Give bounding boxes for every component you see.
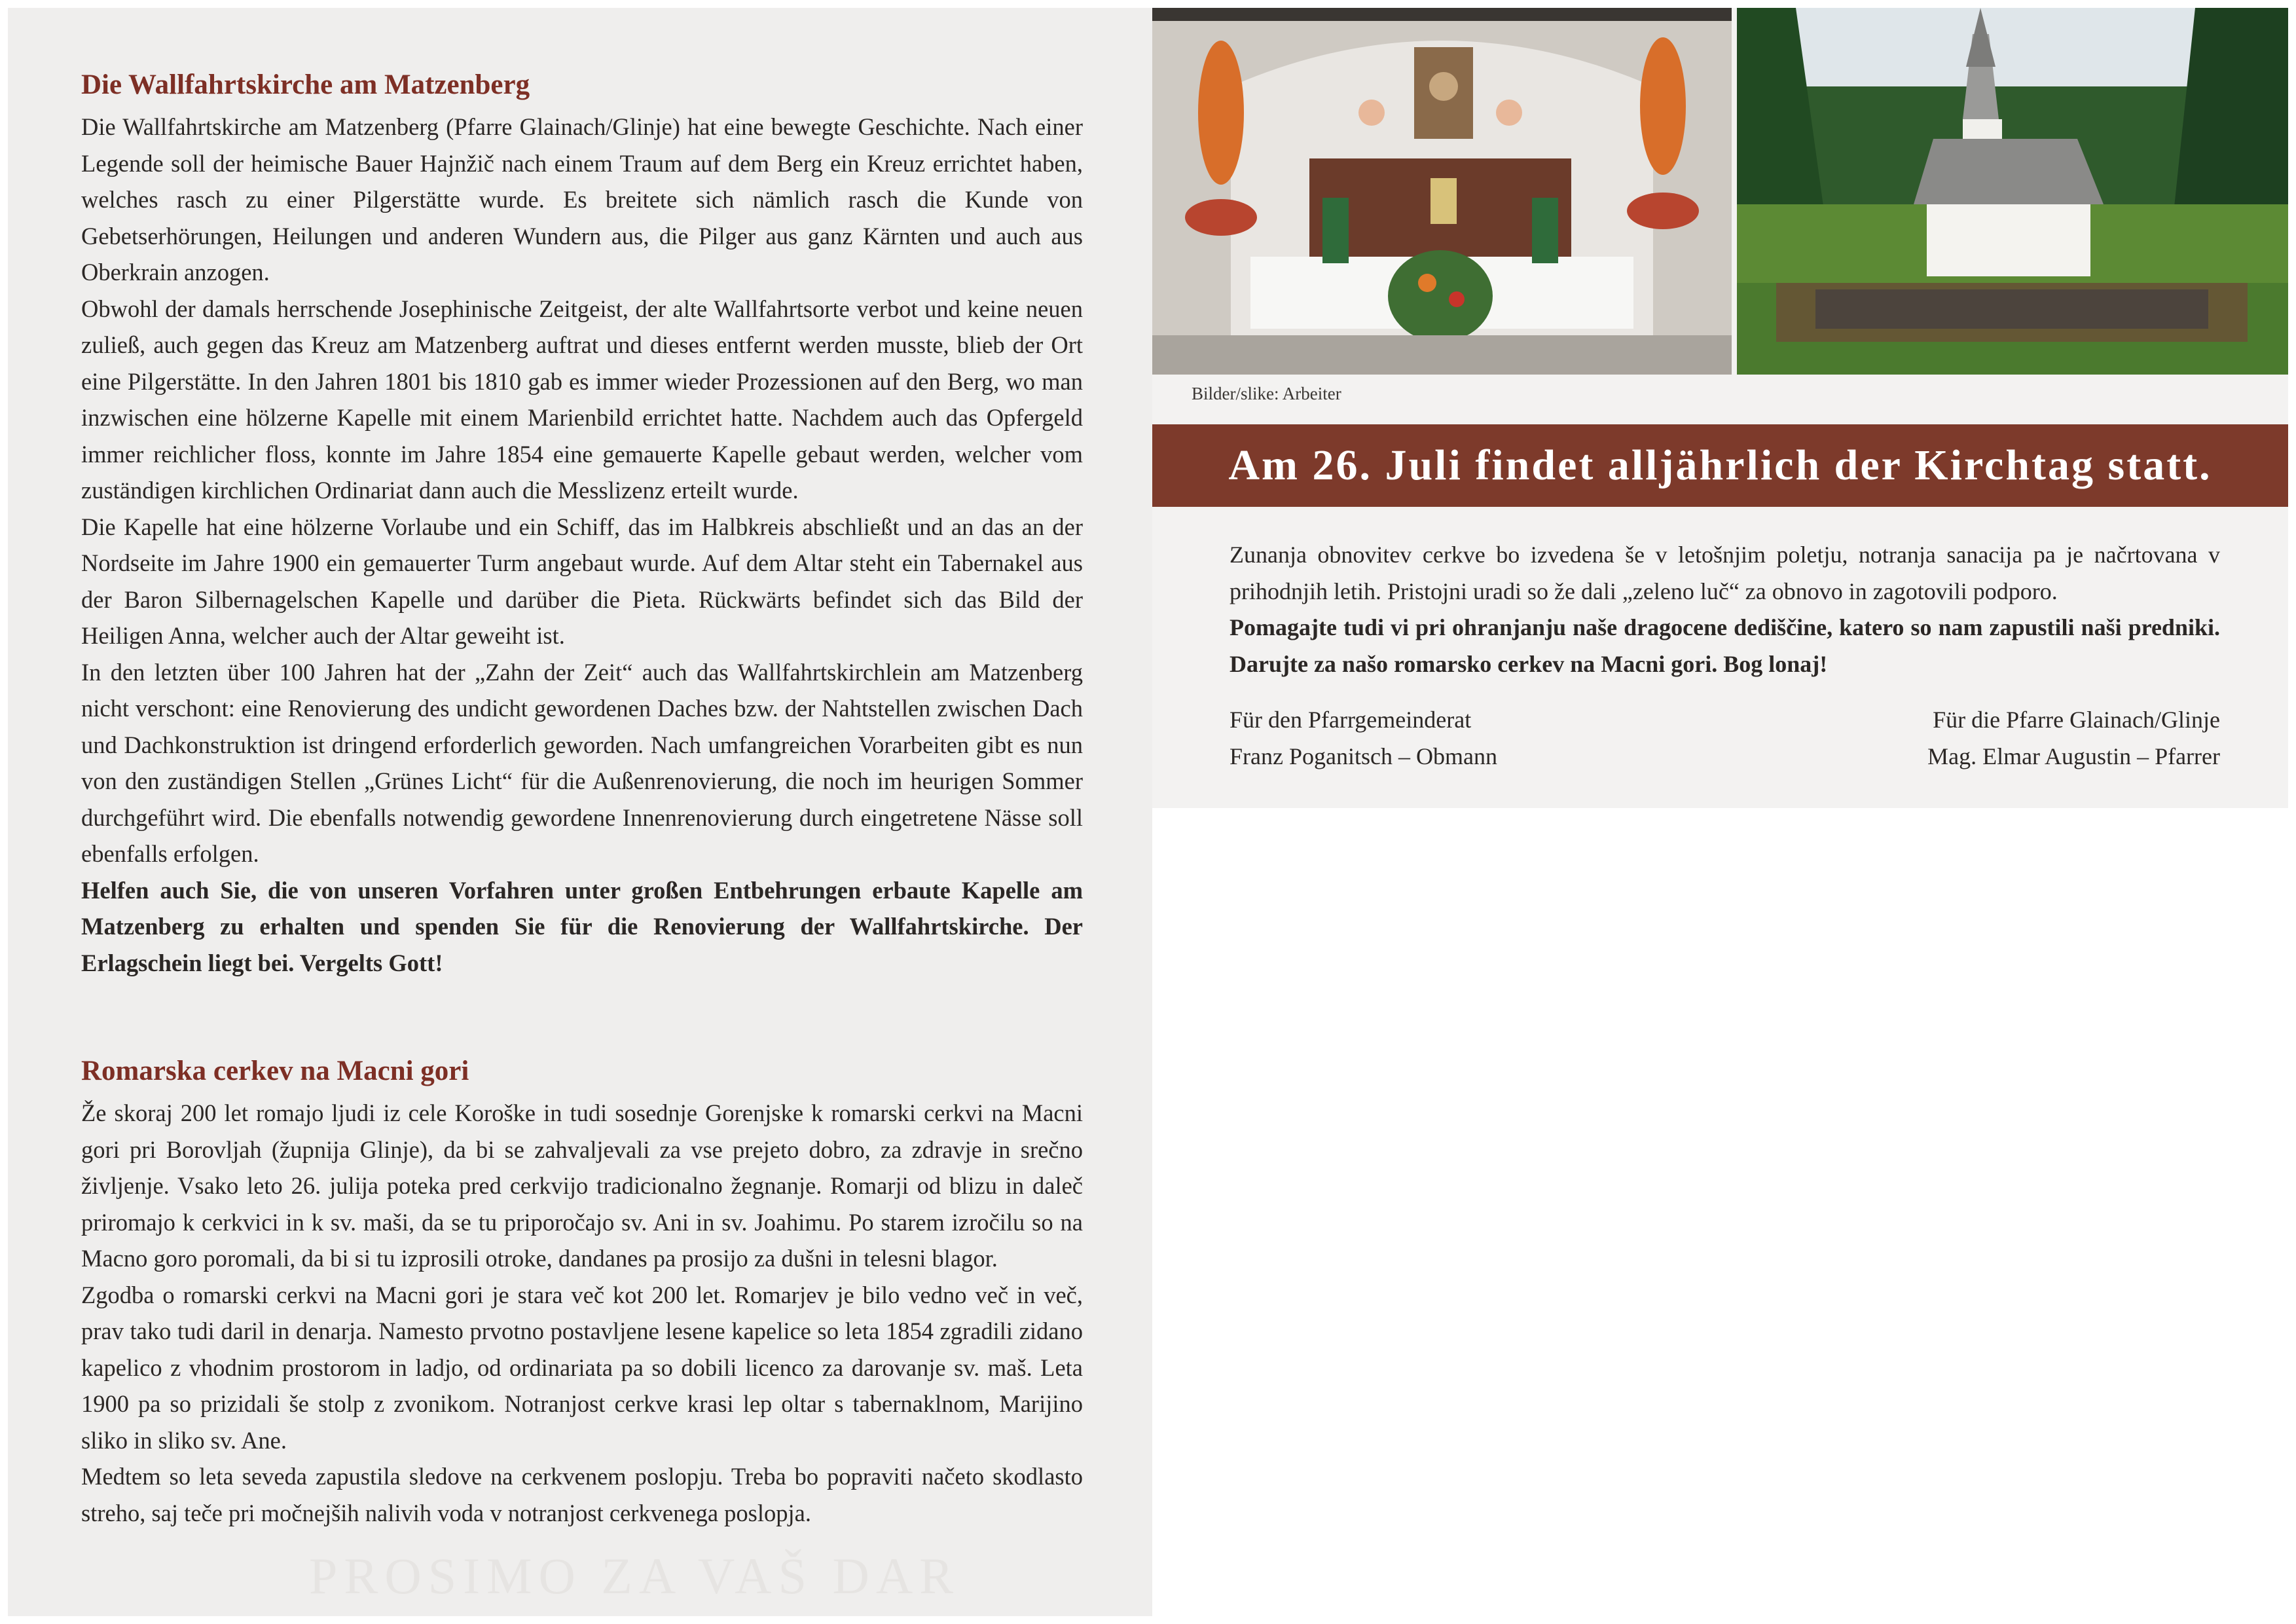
german-section [81,68,1083,981]
german-paragraph-1: Die Wallfahrtskirche am Matzenberg (Pfarre Glainach/Glinje) hat eine bewegte Geschichte. Nach einer Legende soll der heimische Bauer Hajnžič nach einem Traum auf dem Berg ein Kreuz errichtet haben, welches rasch zu einer Pilgerstätte wurde. Es breitete sich nämlich rasch die Kunde von Gebetserhörungen, Heilungen und anderen Wundern aus, die Pilger aus ganz Kärnten und auch aus Oberkrain anzogen. [81,113,1083,286]
slovene-paragraph-2: Zgodba o romarski cerkvi na Macni gori je stara več kot 200 let. Romarjev je bilo vedno več in več, prav tako tudi daril in denarja. Namesto prvotno postavljene lesene kapelice so leta 1854 zgradili zidano kapelico z vhodnim prostorom in ladjo, od ordinariata pa so dobili licenco za darovanje sv. maš. Leta 1900 pa so prizidali še stolp z zvonikom. Notranjost cerkve krasi lep oltar s tabernaklnom, Marijino sliko in sliko sv. Ane. [81,1281,1083,1454]
german-paragraph-2: Obwohl der damals herrschende Josephinische Zeitgeist, der alte Wallfahrtsorte verbot und keine neuen zuließ, auch gegen das Kreuz am Matzenberg auftrat und dieses entfernt werden musste, blieb der Ort eine Pilgerstätte. In den Jahren 1801 bis 1810 gab es immer wieder Prozessionen auf den Berg, wo man inzwischen eine hölzerne Kapelle mit einem Marienbild errichtet hatte. Nachdem auch das Opfergeld immer reichlicher floss, konnte im Jahre 1854 eine gemauerte Kapelle gebaut werden, welcher vom zuständigen kirchlichen Ordinariat dann auch die Messlizenz erteilt wurde. [81,295,1083,504]
watermark: PROSIMO ZA VAŠ DAR [309,1547,960,1604]
altar-photo [1152,8,1732,375]
signature-pfarre [1927,702,2220,775]
slovene-renovation-text: Zunanja obnovitev cerkve bo izvedena še v letošnjim poletju, notranja sanacija pa je načrtovana v prihodnjih letih. Pristojni uradi so že dali „zeleno luč“ za obnovo in zagotovili podporo. [1230,542,2220,604]
slovene-paragraph-1: Že skoraj 200 let romajo ljudi iz cele Koroške in tudi sosednje Gorenjske k romarski cerkvi na Macni gori pri Borovljah (župnija Glinje), da bi se zahvaljevali za vse prejeto dobro, za zdravje in srečno življenje. Vsako leto 26. julija poteka pred cerkvijo tradicionalno žegnanje. Romarji od blizu in daleč priromajo k cerkvici in k sv. maši, da se tu priporočajo sv. Ani in sv. Joahimu. Po starem izročilu so na Macno goro poromali, da bi si tu izprosili otroke, dandanes pa prosijo za dušni in telesni blagor. [81,1099,1083,1272]
right-page [1152,8,2288,808]
photo-caption: Bilder/slike: Arbeiter [1192,384,1341,403]
slovene-heading: Romarska cerkev na Macni gori [81,1056,469,1086]
altar-image [1152,8,1732,375]
slovene-donation-appeal: Pomagajte tudi vi pri ohranjanju naše dragocene dediščine, katero so nam zapustili naši predniki. Darujte za našo romarsko cerkev na Macni gori. Bog lonaj! [1230,614,2220,677]
signature-left-line1: Für den Pfarrgemeinderat [1230,707,1472,733]
signature-left-line2: Franz Poganitsch – Obmann [1230,743,1497,769]
slovene-paragraph-3: Medtem so leta seveda zapustila sledove na cerkvenem poslopju. Treba bo popraviti načeto skodlasto streho, saj teče pri močnejših nalivih voda v notranjost cerkvenega poslopja. [81,1463,1083,1526]
signature-right-line1: Für die Pfarre Glainach/Glinje [1933,707,2220,733]
church-image [1737,8,2288,375]
german-paragraph-3: Die Kapelle hat eine hölzerne Vorlaube und ein Schiff, das im Halbkreis abschließt und an das an der Nordseite im Jahre 1900 ein gemauerter Turm angebaut wurde. Auf dem Altar steht ein Tabernakel aus der Baron Silbernagelschen Kapelle und darüber die Pieta. Rückwärts befindet sich das Bild der Heiligen Anna, welcher auch der Altar geweiht ist. [81,513,1083,649]
banner-text: Am 26. Juli findet alljährlich der Kirchtag statt. [1228,441,2212,489]
german-paragraph-4: In den letzten über 100 Jahren hat der „Zahn der Zeit“ auch das Wallfahrtskirchlein am Matzenberg nicht verschont: eine Renovierung des undicht gewordenen Daches bzw. der Nahtstellen zwischen Dach und Dachkonstruktion ist dringend erforderlich geworden. Nach umfangreichen Vorarbeiten gibt es nun von den zuständigen Stellen „Grünes Licht“ für die Außenrenovierung, die noch im heurigen Sommer durchgeführt wird. Die ebenfalls notwendig gewordene Innenrenovierung durch eingetretene Nässe soll ebenfalls erfolgen. [81,658,1083,867]
signature-right-line2: Mag. Elmar Augustin – Pfarrer [1927,743,2220,769]
kirchtag-banner [1152,424,2288,507]
left-page [8,8,1152,1616]
german-heading: Die Wallfahrtskirche am Matzenberg [81,69,530,100]
slovene-appeal-block [1230,537,2220,682]
signature-pfarrgemeinderat [1230,702,1497,775]
slovene-section [81,1054,1083,1531]
german-appeal: Helfen auch Sie, die von unseren Vorfahren unter großen Entbehrungen erbaute Kapelle am Matzenberg zu erhalten und spenden Sie für die Renovierung der Wallfahrtskirche. Der Erlagschein liegt bei. Vergelts Gott! [81,876,1083,976]
church-photo [1737,8,2288,375]
